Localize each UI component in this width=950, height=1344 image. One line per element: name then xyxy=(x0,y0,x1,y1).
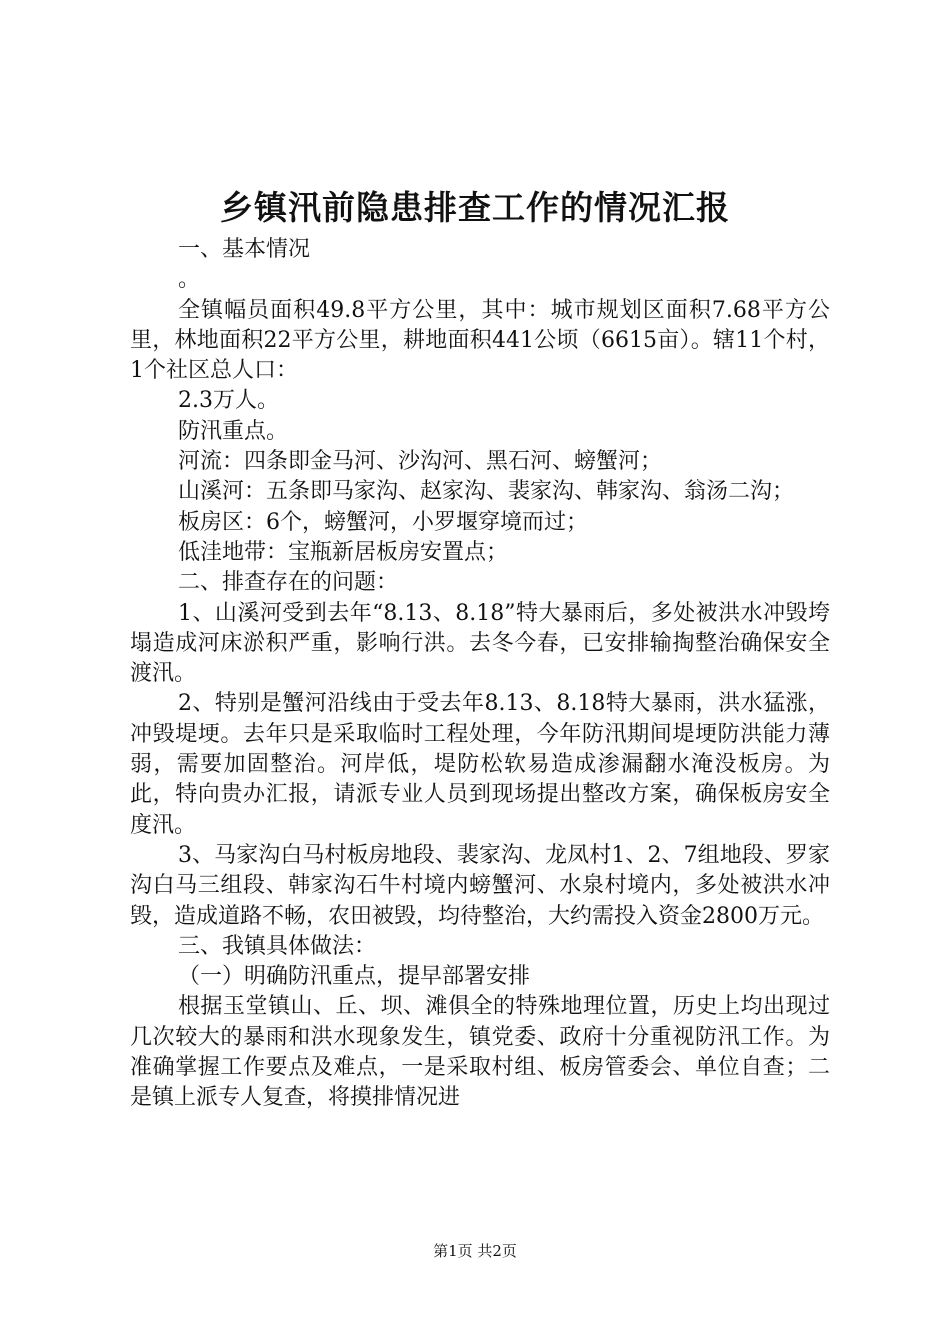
paragraph: 山溪河：五条即马家沟、赵家沟、裴家沟、韩家沟、翁汤二沟； xyxy=(178,479,795,505)
paragraph: 低洼地带：宝瓶新居板房安置点； xyxy=(178,539,509,565)
paragraph: 根据玉堂镇山、丘、坝、滩俱全的特殊地理位置，历史上均出现过几次较大的暴雨和洪水现象发生，镇党委、政府十分重视防汛工作。为准确掌握工作要点及难点，一是采取村组、板房管委会、单位自查；二是镇上派专人复查，将摸排情况进 xyxy=(130,994,830,1111)
paragraph: 河流：四条即金马河、沙沟河、黑石河、螃蟹河； xyxy=(178,449,663,475)
section-heading-issues: 二、排查存在的问题： xyxy=(178,570,399,596)
paragraph: 3、马家沟白马村板房地段、裴家沟、龙凤村1、2、7组地段、罗家沟白马三组段、韩家沟石牛村境内螃蟹河、水泉村境内，多处被洪水冲毁，造成道路不畅，农田被毁，均待整治，大约需投入资金2800万元。 xyxy=(130,842,830,929)
paragraph: 2.3万人。 xyxy=(178,388,279,414)
paragraph: 2、特别是蟹河沿线由于受去年8.13、8.18特大暴雨，洪水猛涨，冲毁堤埂。去年只是采取临时工程处理，今年防汛期间堤埂防洪能力薄弱，需要加固整治。河岸低，堤防松软易造成渗漏翻水淹没板房。为此，特向贵办汇报，请派专业人员到现场提出整改方案，确保板房安全度汛。 xyxy=(130,691,830,838)
paragraph: 全镇幅员面积49.8平方公里，其中：城市规划区面积7.68平方公里，林地面积22平方公里，耕地面积441公顷（6615亩）。辖11个村，1个社区总人口： xyxy=(130,297,830,384)
paragraph: 防汛重点。 xyxy=(178,418,289,444)
paragraph: 。 xyxy=(178,267,201,293)
document-body xyxy=(130,235,830,1114)
section-heading-measures: 三、我镇具体做法： xyxy=(178,933,377,959)
paragraph: 1、山溪河受到去年“8.13、8.18”特大暴雨后，多处被洪水冲毁垮塌造成河床淤积严重，影响行洪。去冬今春，已安排输掏整治确保安全渡汛。 xyxy=(130,600,830,687)
page-number: 第1页 共2页 xyxy=(433,1242,517,1260)
document-title: 乡镇汛前隐患排查工作的情况汇报 xyxy=(220,188,730,227)
paragraph: 板房区：6个，螃蟹河，小罗堰穿境而过； xyxy=(178,509,588,535)
subsection-heading: （一）明确防汛重点，提早部署安排 xyxy=(178,964,531,990)
section-heading-basic-info: 一、基本情况 xyxy=(178,237,311,262)
